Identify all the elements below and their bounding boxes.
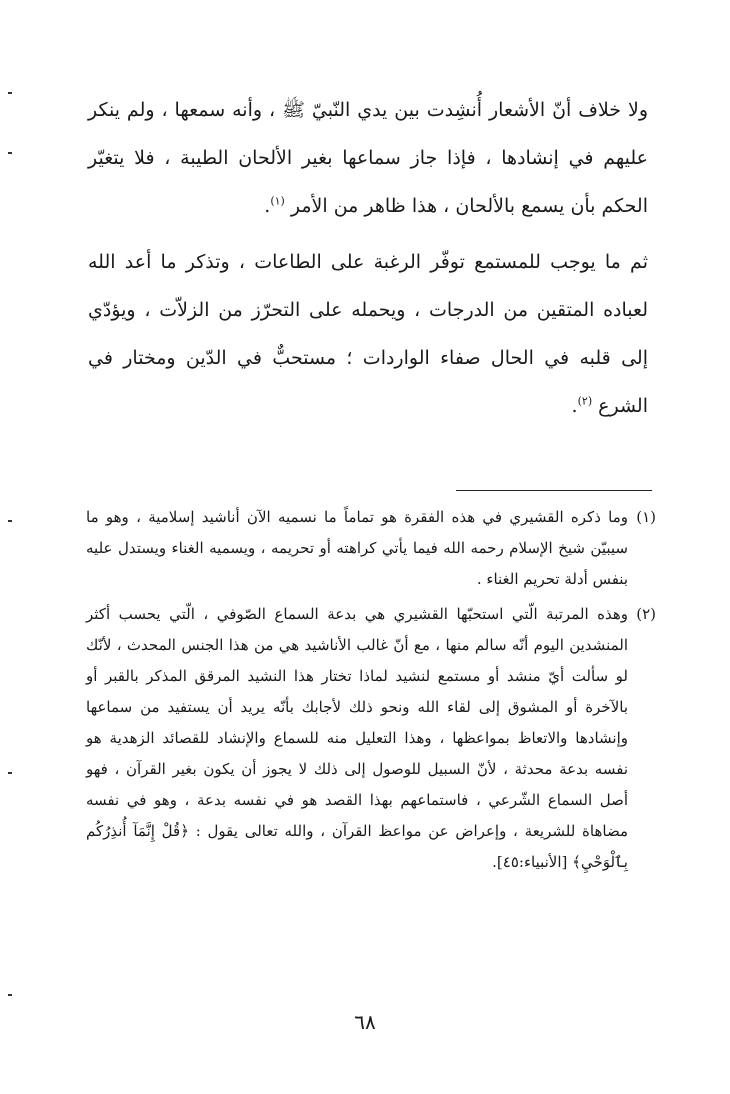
footnote-1: [86, 502, 656, 595]
margin-mark: [8, 994, 12, 996]
page-number: ٦٨: [354, 1010, 376, 1034]
paragraph-end: .: [571, 395, 578, 417]
footnote-number: (١): [636, 508, 656, 526]
body-paragraph-1: [88, 86, 648, 230]
footnote-reference[interactable]: (١): [270, 194, 285, 208]
paragraph-end: .: [264, 195, 271, 217]
margin-mark: [8, 152, 12, 154]
footnote-text: وهذه المرتبة الّتي استحبّها القشيري هي بدعة السماع الصّوفي ، الّتي يحسب أكثر المنشدين اليوم أنّه سالم منها ، مع أنّ غالب الأناشيد هي من هذا الجنس المحدث ، لأنّك لو سألت أيّ منشد أو مستمع لنشيد لماذا تختار هذا النشيد المرقق المذكر بالقبر أو بالآخرة أو المشوق إلى لقاء الله ونحو ذلك لأجابك بأنّه يريد أن يستفيد من سماعها وإنشادها والاتعاظ بمواعظها ، وهذا التعليل منه للسماع والإنشاد للقصائد الزهدية هو نفسه بدعة محدثة ، لأنّ السبيل للوصول إلى ذلك لا يجوز أن يكون بغير القرآن ، فهو أصل السماع الشّرعي ، فاستماعهم بهذا القصد هو في نفسه بدعة ، وهو في نفسه مضاهاة للشريعة ، وإعراض عن مواعظ القرآن ، والله تعالى يقول : ﴿قُلْ إِنَّمَآ أُنذِرُكُم بِٱلْوَحْيِ﴾ [الأنبياء:٤٥].: [86, 605, 628, 871]
footnotes-section: [86, 502, 656, 882]
footnote-number: (٢): [636, 605, 656, 623]
footnote-divider: [456, 490, 652, 491]
paragraph-text: ثم ما يوجب للمستمع توفّر الرغبة على الطاعات ، وتذكر ما أعد الله لعباده المتقين من الدرجات ، ويحمله على التحرّز من الزلاّت ، ويؤدّي إلى قلبه في الحال صفاء الواردات ؛ مستحبٌّ في الدّين ومختار في الشرع: [88, 251, 648, 417]
paragraph-text: ولا خلاف أنّ الأشعار أُنشِدت بين يدي النّبيّ ﷺ ، وأنه سمعها ، ولم ينكر عليهم في إنشادها ، فإذا جاز سماعها بغير الألحان الطيبة ، فلا يتغيّر الحكم بأن يسمع بالألحان ، هذا ظاهر من الأمر: [88, 99, 648, 217]
footnote-text: وما ذكره القشيري في هذه الفقرة هو تماماً ما نسميه الآن أناشيد إسلامية ، وهو ما سيبيّن شيخ الإسلام رحمه الله فيما يأتي كراهته أو تحريمه ، ويسميه الغناء ويستدل عليه بنفس أدلة تحريم الغناء .: [86, 508, 628, 588]
footnote-2: [86, 599, 656, 878]
body-paragraph-2: [88, 238, 648, 430]
margin-mark: [8, 520, 12, 522]
margin-mark: [8, 772, 12, 774]
footnote-reference[interactable]: (٢): [577, 394, 593, 408]
margin-mark: [8, 92, 12, 94]
